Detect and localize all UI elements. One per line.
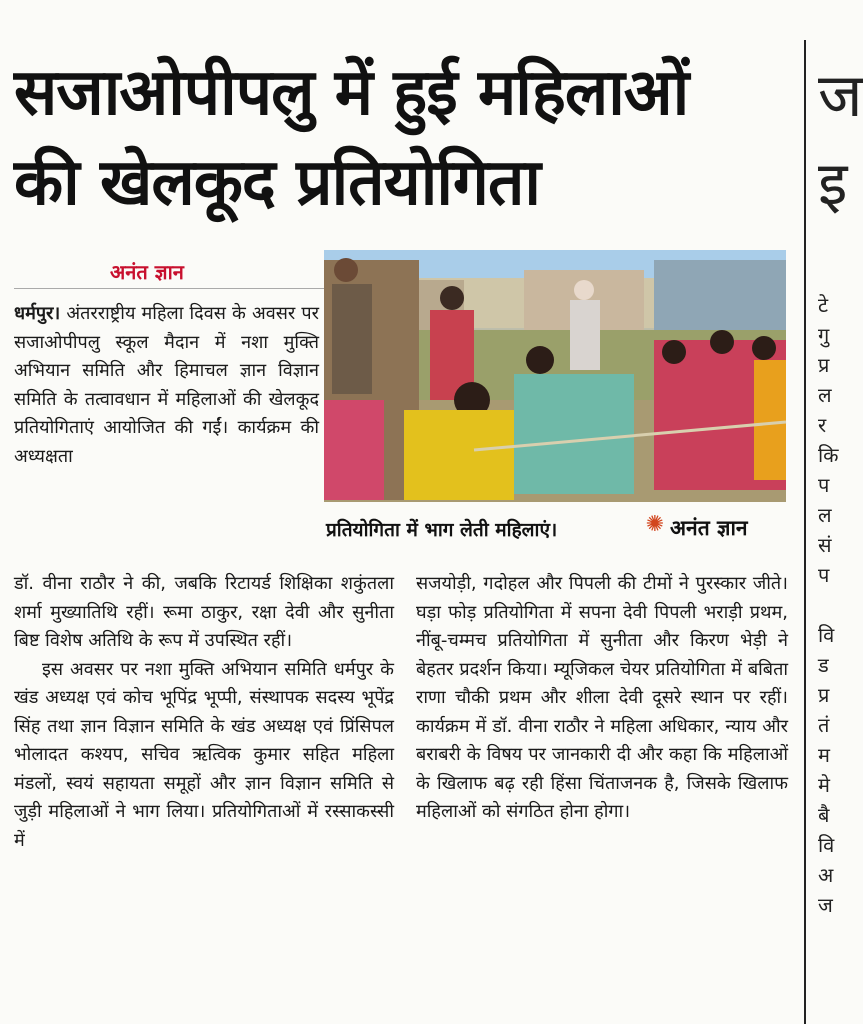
article-column-2 [14, 570, 394, 855]
adjacent-article-char: र [818, 413, 827, 437]
column-divider [804, 40, 806, 1024]
headline-line-2: की खेलकूद प्रतियोगिता [14, 146, 541, 220]
headline-line-1: सजाओपीपलु में हुई महिलाओं [14, 56, 689, 130]
adjacent-headline-char: इ [818, 149, 848, 219]
photo-caption-bar [324, 506, 786, 546]
adjacent-article-char: गु [818, 323, 830, 347]
article-paragraph [14, 300, 319, 471]
adjacent-article-char: वि [818, 833, 835, 857]
byline: अनंत ज्ञान [110, 260, 184, 284]
article-text: अंतरराष्ट्रीय महिला दिवस के अवसर पर सजाओपीपलु स्कूल मैदान में नशा मुक्ति अभियान समिति और हिमाचल ज्ञान विज्ञान समिति के तत्वावधान में महिलाओं की खेलकूद प्रतियोगिताएं आयोजित की गईं। कार्यक्रम की अध्यक्षता [14, 303, 319, 467]
adjacent-article-char: वि [818, 623, 835, 647]
cropped-previous-text [0, 0, 838, 12]
adjacent-article-char: ल [818, 503, 832, 527]
adjacent-headline-fragment [818, 52, 863, 228]
adjacent-article-char: तं [818, 713, 830, 737]
photo-illustration [324, 250, 786, 502]
dateline: धर्मपुर। [14, 303, 61, 324]
adjacent-article-char: म [818, 743, 830, 767]
adjacent-article-char: टे [818, 293, 829, 317]
adjacent-article-char: बै [818, 803, 830, 827]
adjacent-article-fragment [818, 290, 838, 920]
news-photo [324, 250, 786, 502]
adjacent-article-char [818, 590, 838, 620]
adjacent-article-char: प्र [818, 353, 830, 377]
headline [14, 48, 794, 228]
adjacent-article-char: प्र [818, 683, 830, 707]
adjacent-headline-char: ज [818, 61, 863, 131]
article-paragraph: डॉ. वीना राठौर ने की, जबकि रिटायर्ड शिक्षिका शकुंतला शर्मा मुख्यातिथि रहीं। रूमा ठाकुर, रक्षा देवी और सुनीता बिष्ट विशेष अतिथि के रूप में उपस्थित रहीं। [14, 573, 394, 651]
article-paragraph: सजयोड़ी, गदोहल और पिपली की टीमों ने पुरस्कार जीते। घड़ा फोड़ प्रतियोगिता में सपना देवी पिपली भराड़ी प्रथम, नींबू-चम्मच प्रतियोगिता में सुनीता और किरण भेड़ी ने बेहतर प्रदर्शन किया। म्यूजिकल चेयर प्रतियोगिता में बबिता राणा चौकी प्रथम और शीला देवी दूसरे स्थान पर रहीं। कार्यक्रम में डॉ. वीना राठौर ने महिला अधिकार, न्याय और बराबरी के विषय पर जानकारी दी और कहा कि महिलाओं के खिलाफ बढ़ रही हिंसा चिंताजनक है, जिसके खिलाफ महिलाओं को संगठित होना होगा। [416, 573, 788, 822]
adjacent-article-char: सं [818, 533, 832, 557]
article-column-3 [416, 570, 788, 827]
adjacent-article-char: ल [818, 383, 832, 407]
byline-rule [14, 288, 324, 289]
adjacent-article-char: प [818, 473, 830, 497]
article-column-1 [14, 300, 319, 471]
adjacent-article-char: मे [818, 773, 830, 797]
adjacent-article-char: अ [818, 863, 834, 887]
adjacent-article-char: ज [818, 893, 833, 917]
article-paragraph: इस अवसर पर नशा मुक्ति अभियान समिति धर्मपुर के खंड अध्यक्ष एवं कोच भूपिंद्र भूप्पी, संस्थापक सदस्य भूपेंद्र सिंह तथा ज्ञान विज्ञान समिति के खंड अध्यक्ष एवं प्रिंसिपल भोलादत कश्यप, सचिव ऋत्विक कुमार सहित महिला मंडलों, स्वयं सहायता समूहों और ज्ञान विज्ञान समिति से जुड़ी महिलाओं ने भाग लिया। प्रतियोगिताओं में रस्साकस्सी में [14, 658, 394, 851]
adjacent-article-char: प [818, 563, 830, 587]
adjacent-article-char: कि [818, 443, 839, 467]
adjacent-article-char: ड [818, 653, 829, 677]
photo-credit: अनंत ज्ञान [670, 516, 748, 540]
photo-caption: प्रतियोगिता में भाग लेती महिलाएं। [326, 519, 558, 541]
anant-gyan-logo-icon: ✺ [645, 512, 665, 537]
